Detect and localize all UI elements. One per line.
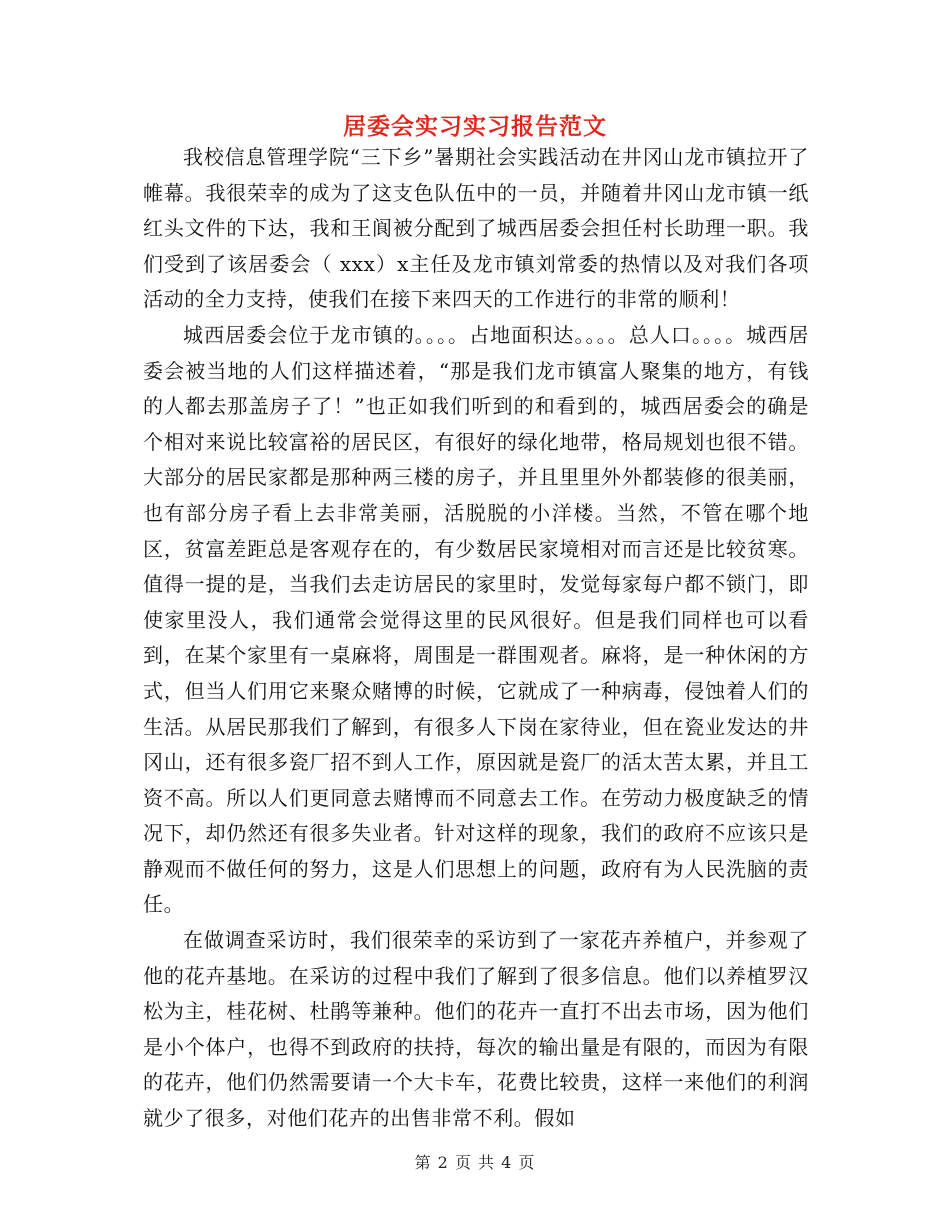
paragraph-1: 我校信息管理学院“三下乡”暑期社会实践活动在井冈山龙市镇拉开了帷幕。我很荣幸的成为了这支色队伍中的一员，并随着井冈山龙市镇一纸红头文件的下达，我和王阆被分配到了城西居委会担任村长助理一职。我们受到了该居委会（ xxx）x主任及龙市镇刘常委的热情以及对我们各项活动的全力支持，使我们在接下来四天的工作进行的非常的顺利！ — [143, 145, 809, 312]
paragraph-3: 在做调查采访时，我们很荣幸的采访到了一家花卉养植户，并参观了他的花卉基地。在采访的过程中我们了解到了很多信息。他们以养植罗汉松为主，桂花树、杜鹃等兼种。他们的花卉一直打不出去市场，因为他们是小个体户，也得不到政府的扶持，每次的输出量是有限的，而因为有限的花卉，他们仍然需要请一个大卡车，花费比较贵，这样一来他们的利润就少了很多，对他们花卉的出售非常不利。假如 — [143, 928, 809, 1131]
paragraph-2: 城西居委会位于龙市镇的。。。。占地面积达。。。。总人口。。。。城西居委会被当地的人们这样描述着，“那是我们龙市镇富人聚集的地方，有钱的人都去那盖房子了！”也正如我们听到的和看到的，城西居委会的确是个相对来说比较富裕的居民区，有很好的绿化地带，格局规划也很不错。大部分的居民家都是那种两三楼的房子，并且里里外外都装修的很美丽，也有部分房子看上去非常美丽，活脱脱的小洋楼。当然，不管在哪个地区，贫富差距总是客观存在的，有少数居民家境相对而言还是比较贫寒。值得一提的是，当我们去走访居民的家里时，发觉每家每户都不锁门，即使家里没人，我们通常会觉得这里的民风很好。但是我们同样也可以看到，在某个家里有一桌麻将，周围是一群围观者。麻将，是一种休闲的方式，但当人们用它来聚众赌博的时候，它就成了一种病毒，侵蚀着人们的生活。从居民那我们了解到，有很多人下岗在家待业，但在瓷业发达的井冈山，还有很多瓷厂招不到人工作，原因就是瓷厂的活太苦太累，并且工资不高。所以人们更同意去赌博而不同意去工作。在劳动力极度缺乏的情况下，却仍然还有很多失业者。针对这样的现象，我们的政府不应该只是静观而不做任何的努力，这是人们思想上的问题，政府有为人民洗脑的责任。 — [143, 322, 809, 917]
page-footer: 第 2 页 共 4 页 — [414, 1153, 536, 1172]
document-body — [143, 140, 809, 1137]
document-title: 居委会实习实习报告范文 — [343, 113, 607, 140]
